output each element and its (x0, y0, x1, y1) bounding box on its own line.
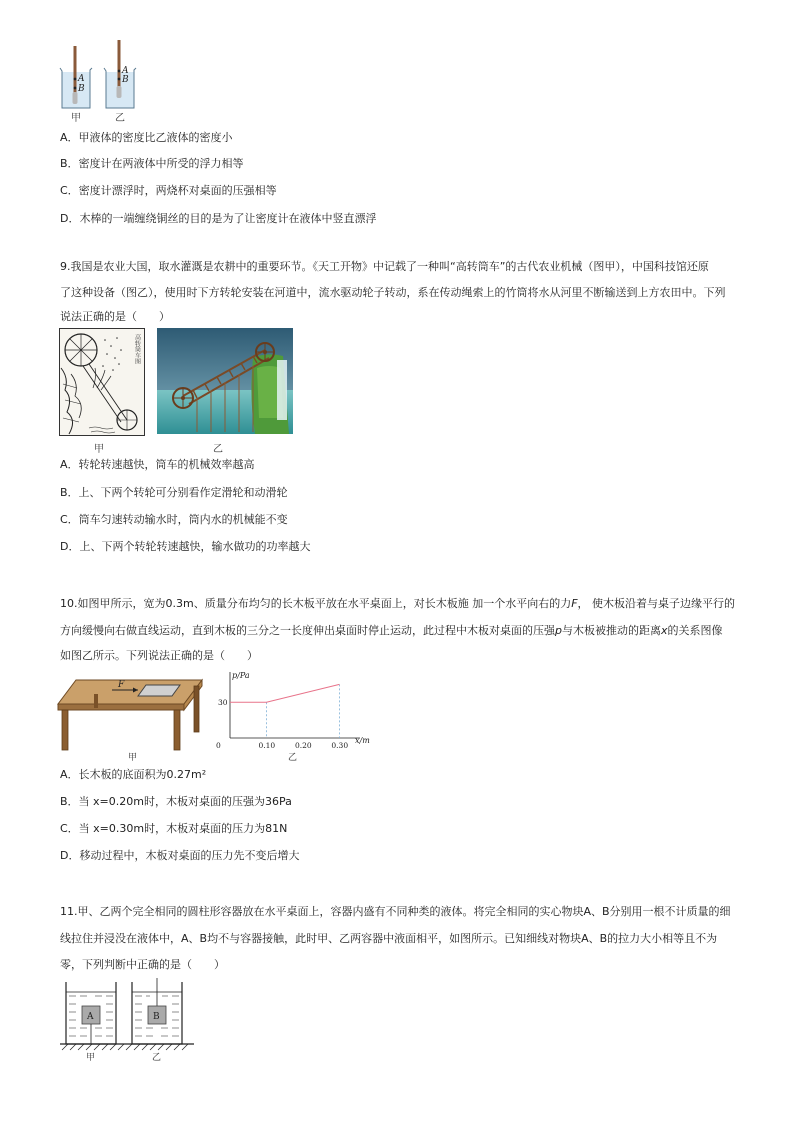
q9-stem-line-3: 说法正确的是（ ） (60, 310, 170, 323)
force-label: F (118, 680, 125, 690)
q9-option-a[interactable]: A．转轮转速越快，筒车的机械效率越高 (60, 458, 255, 471)
q10-option-b[interactable]: B．当 x=0.20m时，木板对桌面的压强为36Pa (60, 795, 292, 808)
y-tick-label: 30 (218, 698, 228, 708)
point-b-jia: B (78, 84, 85, 94)
q11-figure (58, 978, 198, 1064)
block-b-label: B (153, 1012, 160, 1022)
chart-xlabel: x/m (355, 736, 370, 745)
q10-var-f: F (571, 597, 578, 610)
container-yi (132, 978, 182, 1044)
x-tick-label: 0.30 (331, 741, 349, 750)
q11-label-yi: 乙 (152, 1053, 162, 1063)
x-tick-label: 0.20 (294, 741, 312, 750)
q8-figure (56, 38, 146, 124)
q9-label-jia: 甲 (94, 444, 104, 455)
q8-option-d[interactable]: D．木棒的一端缠绕铜丝的目的是为了让密度计在液体中竖直漂浮 (60, 212, 377, 225)
series-line (230, 684, 339, 702)
point-a-jia: A (78, 74, 85, 84)
density-meter-bulb-jia (73, 92, 78, 104)
long-board (138, 685, 180, 696)
block-a-label: A (87, 1012, 94, 1022)
q10-stem-1a: 10.如图甲所示，宽为0.3m、质量分布均匀的长木板平放在水平桌面上，对长木板施 加一个水平向右的力 (60, 597, 572, 610)
q9-figure-jia (59, 328, 145, 436)
q10-option-c[interactable]: C．当 x=0.30m时，木板对桌面的压力为81N (60, 822, 288, 835)
q10-label-yi: 乙 (288, 753, 298, 763)
q10-stem-line-3: 如图乙所示。下列说法正确的是（ ） (60, 649, 258, 662)
q9-option-b[interactable]: B．上、下两个转轮可分别看作定滑轮和动滑轮 (60, 486, 288, 499)
q10-stem-line-2 (60, 624, 723, 638)
q10-stem-2c: 的关系图像 (667, 624, 723, 637)
q10-stem-line-1 (60, 597, 735, 611)
q11-label-jia: 甲 (86, 1053, 96, 1063)
q8-option-b[interactable]: B．密度计在两液体中所受的浮力相等 (60, 157, 244, 170)
q9-label-yi: 乙 (213, 444, 223, 455)
q10-stem-2a: 方向缓慢向右做直线运动，直到木板的三分之一长度伸出桌面时停止运动，此过程中木板对桌面的压强 (60, 624, 555, 637)
q9-stem-line-1: 9.我国是农业大国，取水灌溉是农耕中的重要环节。《天工开物》中记载了一种叫“高转筒车”的古代农业机械（图甲），中国科技馆还原 (60, 260, 709, 273)
label-yi: 乙 (115, 113, 125, 124)
q8-option-c[interactable]: C．密度计漂浮时，两烧杯对桌面的压强相等 (60, 184, 277, 197)
q11-stem-line-1: 11.甲、乙两个完全相同的圆柱形容器放在水平桌面上，容器内盛有不同种类的液体。将完全相同的实心物块A、B分别用一根不计质量的细 (60, 905, 731, 918)
q9-figure-yi (157, 328, 293, 434)
label-jia: 甲 (71, 113, 81, 124)
q10-option-a[interactable]: A．长木板的底面积为0.27m² (60, 768, 207, 781)
chart-ylabel: p/Pa (232, 671, 250, 680)
q11-stem-line-2: 线拉住并浸没在液体中，A、B均不与容器接触，此时甲、乙两容器中液面相平，如图所示。已知细线对物块A、B的拉力大小相等且不为 (60, 932, 718, 945)
q10-stem-2b: 与木板被推动的距离 (561, 624, 661, 637)
q10-stem-1b: ， 使木板沿着与桌子边缘平行的 (577, 597, 736, 610)
woodcut-inscription: 高转筒车图 (133, 334, 141, 364)
container-jia (66, 982, 116, 1044)
density-meter-bulb-yi (117, 86, 122, 98)
q10-option-d[interactable]: D．移动过程中，木板对桌面的压力先不变后增大 (60, 849, 300, 862)
q10-label-jia: 甲 (128, 753, 138, 762)
q9-option-c[interactable]: C．筒车匀速转动输水时，筒内水的机械能不变 (60, 513, 288, 526)
q11-stem-line-3: 零，下列判断中正确的是（ ） (60, 958, 225, 971)
density-meter-stick-yi (118, 40, 121, 88)
q10-var-p: p (555, 624, 562, 637)
point-a-yi: A (122, 66, 129, 76)
q10-chart (208, 668, 376, 764)
q9-stem-line-2: 了这种设备（图乙），使用时下方转轮安装在河道中，流水驱动轮子转动，系在传动绳索上的竹筒将水从河里不断输送到上方农田中。下列 (60, 286, 726, 299)
q10-figure-jia (56, 674, 208, 762)
q10-var-x: x (660, 624, 668, 637)
x-tick-label: 0 (216, 741, 221, 750)
table-top (58, 680, 202, 704)
point-b-yi: B (122, 75, 129, 85)
q8-option-a[interactable]: A．甲液体的密度比乙液体的密度小 (60, 131, 233, 144)
x-tick-label: 0.10 (258, 741, 276, 750)
q9-option-d[interactable]: D．上、下两个转轮转速越快，输水做功的功率越大 (60, 540, 311, 553)
